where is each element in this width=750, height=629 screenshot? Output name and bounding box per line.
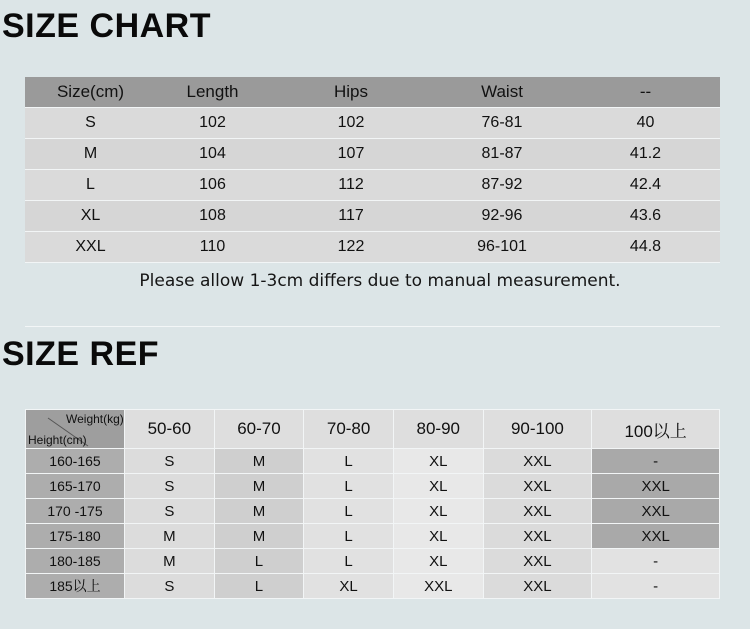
size-cell: L — [304, 499, 394, 524]
table-cell: 112 — [269, 170, 433, 201]
table-row — [25, 108, 720, 139]
table-cell: 41.2 — [571, 139, 720, 170]
height-axis-label: Height(cm) — [28, 433, 87, 447]
size-cell: - — [592, 549, 720, 574]
size-chart-table — [25, 77, 720, 263]
size-cell: L — [304, 549, 394, 574]
table-cell: 122 — [269, 232, 433, 263]
size-cell: XL — [393, 524, 483, 549]
size-cell: L — [304, 474, 394, 499]
size-cell: XXL — [483, 524, 592, 549]
size-cell: L — [304, 524, 394, 549]
size-cell: XXL — [592, 524, 720, 549]
size-cell: XXL — [393, 574, 483, 599]
table-row — [26, 499, 720, 524]
size-ref-table — [25, 409, 720, 599]
height-cell: 170 -175 — [26, 499, 125, 524]
weight-header-cell: 50-60 — [125, 410, 215, 449]
size-cell: - — [592, 574, 720, 599]
size-cell: S — [125, 574, 215, 599]
table-row — [26, 549, 720, 574]
size-cell: XXL — [592, 499, 720, 524]
table-cell: 81-87 — [433, 139, 571, 170]
table-cell: M — [25, 139, 156, 170]
size-ref-title: SIZE REF — [2, 335, 160, 373]
size-cell: L — [214, 549, 304, 574]
header-cell: Hips — [269, 77, 433, 108]
table-cell: XL — [25, 201, 156, 232]
size-cell: S — [125, 449, 215, 474]
table-cell: 43.6 — [571, 201, 720, 232]
table-cell: 104 — [156, 139, 269, 170]
size-cell: XXL — [483, 499, 592, 524]
weight-header-cell: 100以上 — [592, 410, 720, 449]
size-cell: XL — [393, 449, 483, 474]
weight-header-cell: 90-100 — [483, 410, 592, 449]
header-cell: -- — [571, 77, 720, 108]
size-cell: XXL — [483, 574, 592, 599]
size-ref-header-row — [26, 410, 720, 449]
height-cell: 180-185 — [26, 549, 125, 574]
size-cell: XXL — [483, 449, 592, 474]
table-row — [26, 574, 720, 599]
size-cell: XXL — [592, 474, 720, 499]
header-cell: Size(cm) — [25, 77, 156, 108]
size-cell: M — [214, 499, 304, 524]
table-cell: 76-81 — [433, 108, 571, 139]
size-cell: XXL — [483, 474, 592, 499]
size-chart-header-row — [25, 77, 720, 108]
table-cell: 107 — [269, 139, 433, 170]
size-cell: S — [125, 474, 215, 499]
size-cell: M — [214, 449, 304, 474]
table-cell: S — [25, 108, 156, 139]
table-cell: 96-101 — [433, 232, 571, 263]
table-cell: 106 — [156, 170, 269, 201]
section-divider — [25, 326, 720, 327]
table-row — [25, 139, 720, 170]
table-cell: 42.4 — [571, 170, 720, 201]
weight-header-cell: 70-80 — [304, 410, 394, 449]
size-cell: M — [125, 524, 215, 549]
table-cell: 102 — [269, 108, 433, 139]
table-cell: 44.8 — [571, 232, 720, 263]
size-cell: M — [214, 524, 304, 549]
table-cell: 40 — [571, 108, 720, 139]
size-cell: L — [214, 574, 304, 599]
measurement-note: Please allow 1-3cm differs due to manual measurement. — [139, 271, 621, 291]
table-cell: L — [25, 170, 156, 201]
table-cell: XXL — [25, 232, 156, 263]
size-cell: M — [214, 474, 304, 499]
weight-axis-label: Weight(kg) — [66, 412, 124, 426]
header-cell: Waist — [433, 77, 571, 108]
corner-cell — [26, 410, 125, 449]
table-cell: 92-96 — [433, 201, 571, 232]
table-row — [26, 474, 720, 499]
table-cell: 117 — [269, 201, 433, 232]
size-cell: XL — [304, 574, 394, 599]
table-row — [26, 524, 720, 549]
size-cell: XL — [393, 474, 483, 499]
height-cell: 175-180 — [26, 524, 125, 549]
size-cell: M — [125, 549, 215, 574]
table-row — [25, 232, 720, 263]
size-cell: XXL — [483, 549, 592, 574]
table-row — [25, 201, 720, 232]
size-cell: L — [304, 449, 394, 474]
table-cell: 102 — [156, 108, 269, 139]
size-chart-title: SIZE CHART — [2, 7, 211, 45]
weight-header-cell: 60-70 — [214, 410, 304, 449]
weight-header-cell: 80-90 — [393, 410, 483, 449]
height-cell: 160-165 — [26, 449, 125, 474]
table-cell: 108 — [156, 201, 269, 232]
table-row — [26, 449, 720, 474]
size-cell: XL — [393, 499, 483, 524]
size-cell: - — [592, 449, 720, 474]
table-cell: 110 — [156, 232, 269, 263]
size-cell: XL — [393, 549, 483, 574]
size-cell: S — [125, 499, 215, 524]
height-cell: 165-170 — [26, 474, 125, 499]
height-cell: 185以上 — [26, 574, 125, 599]
header-cell: Length — [156, 77, 269, 108]
table-row — [25, 170, 720, 201]
table-cell: 87-92 — [433, 170, 571, 201]
